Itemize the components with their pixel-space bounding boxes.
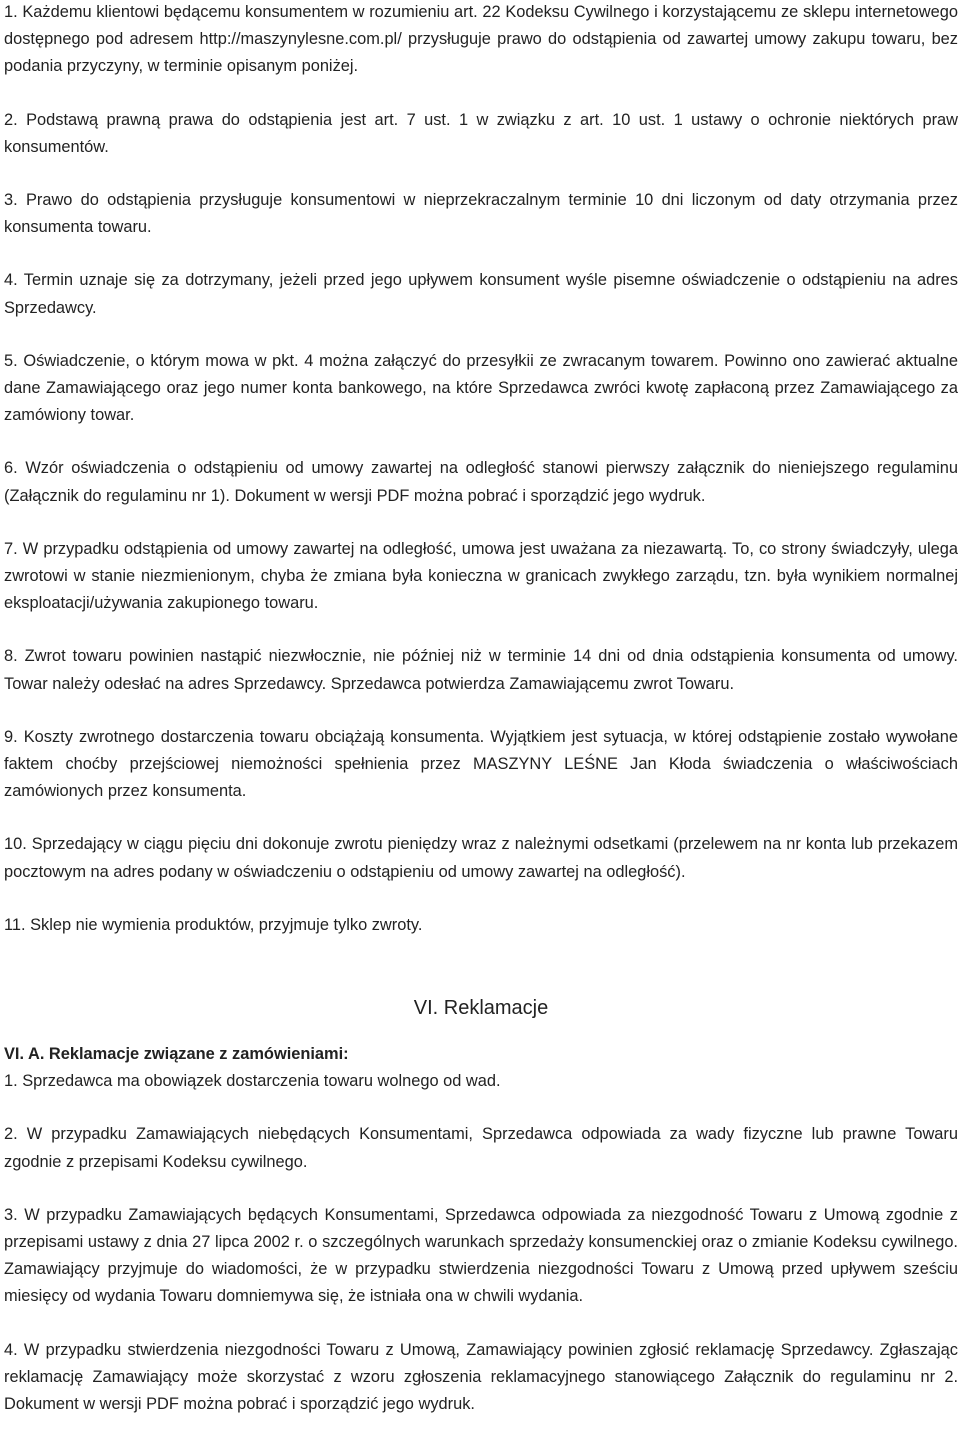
paragraph-v-4: 4. Termin uznaje się za dotrzymany, jeżeli przed jego upływem konsument wyśle pisemne oświadczenie o odstąpieniu na adres Sprzedawcy. bbox=[4, 271, 958, 317]
paragraph-vi-a-2: 2. W przypadku Zamawiających niebędących Konsumentami, Sprzedawca odpowiada za wady fizyczne lub prawne Towaru zgodnie z przepisami Kodeksu cywilnego. bbox=[4, 1125, 958, 1171]
section-vi-title: VI. Reklamacje bbox=[413, 997, 549, 1019]
section-vi-a bbox=[4, 1041, 958, 1418]
paragraph-v-10: 10. Sprzedający w ciągu pięciu dni dokonuje zwrotu pieniędzy wraz z należnymi odsetkami (przelewem na nr konta lub przekazem pocztowym na adres podany w oświadczeniu o odstąpieniu od umowy zawartej na odległość). bbox=[4, 835, 958, 881]
paragraph-vi-a-3: 3. W przypadku Zamawiających będących Konsumentami, Sprzedawca odpowiada za niezgodność Towaru z Umową zgodnie z przepisami ustawy z dnia 27 lipca 2002 r. o szczególnych warunkach sprzedaży konsumenckiej oraz o zmianie Kodeksu cywilnego. Zamawiający przyjmuje do wiadomości, że w przypadku stwierdzenia niezgodności Towaru z Umową przed upływem sześciu miesięcy od wydania Towaru domniemywa się, że istniała ona w chwili wydania. bbox=[4, 1205, 958, 1306]
paragraph-v-3: 3. Prawo do odstąpienia przysługuje konsumentowi w nieprzekraczalnym terminie 10 dni liczonym od daty otrzymania przez konsumenta towaru. bbox=[4, 191, 958, 237]
paragraph-vi-a-4: 4. W przypadku stwierdzenia niezgodności Towaru z Umową, Zamawiający powinien zgłosić reklamację Sprzedawcy. Zgłaszając reklamację Zamawiający może skorzystać z wzoru zgłoszenia reklamacyjnego stanowiącego Załącznik do regulaminu nr 2. Dokument w wersji PDF można pobrać i sporządzić jego wydruk. bbox=[4, 1340, 958, 1414]
paragraph-v-8: 8. Zwrot towaru powinien nastąpić niezwłocznie, nie później niż w terminie 14 dni od dnia odstąpienia konsumenta od umowy. Towar należy odesłać na adres Sprzedawcy. Sprzedawca potwierdza Zamawiającemu zwrot Towaru. bbox=[4, 647, 958, 693]
paragraph-v-1: 1. Każdemu klientowi będącemu konsumentem w rozumieniu art. 22 Kodeksu Cywilnego i korzystającemu ze sklepu internetowego dostępnego pod adresem http://maszynylesne.com.pl/ przysługuje prawo do odstąpienia od zawartej umowy zakupu towaru, bez podania przyczyny, w terminie opisanym poniżej. bbox=[4, 3, 958, 76]
paragraph-v-9: 9. Koszty zwrotnego dostarczenia towaru obciążają konsumenta. Wyjątkiem jest sytuacja, w której odstąpienie zostało wywołane faktem choćby przejściowej niemożności spełnienia przez MASZYNY LEŚNE Jan Kłoda świadczenia o właściwościach zamówionych przez konsumenta. bbox=[4, 727, 958, 801]
section-v-items bbox=[4, 0, 958, 939]
section-vi-a-title: VI. A. Reklamacje związane z zamówieniami: bbox=[4, 1045, 349, 1063]
paragraph-v-6: 6. Wzór oświadczenia o odstąpieniu od umowy zawartej na odległość stanowi pierwszy załącznik do nieniejszego regulaminu (Załącznik do regulaminu nr 1). Dokument w wersji PDF można pobrać i sporządzić jego wydruk. bbox=[4, 459, 958, 505]
paragraph-v-7: 7. W przypadku odstąpienia od umowy zawartej na odległość, umowa jest uważana za niezawartą. To, co strony świadczyły, ulega zwrotowi w stanie niezmienionym, chyba że zmiana była konieczna w granicach zwykłego zarządu, tzn. była wynikiem normalnej eksploatacji/używania zakupionego towaru. bbox=[4, 539, 958, 613]
paragraph-vi-a-1: 1. Sprzedawca ma obowiązek dostarczenia towaru wolnego od wad. bbox=[4, 1072, 501, 1091]
paragraph-v-5: 5. Oświadczenie, o którym mowa w pkt. 4 można załączyć do przesyłkii ze zwracanym towarem. Powinno ono zawierać aktualne dane Zamawiającego oraz jego numer konta bankowego, na które Sprzedawca zwróci kwotę zapłaconą przez Zamawiającego za zamówiony towar. bbox=[4, 351, 958, 425]
paragraph-v-11: 11. Sklep nie wymienia produktów, przyjmuje tylko zwroty. bbox=[4, 915, 423, 934]
paragraph-v-2: 2. Podstawą prawną prawa do odstąpienia jest art. 7 ust. 1 w związku z art. 10 ust. 1 ustawy o ochronie niektórych praw konsumentów. bbox=[4, 110, 958, 156]
